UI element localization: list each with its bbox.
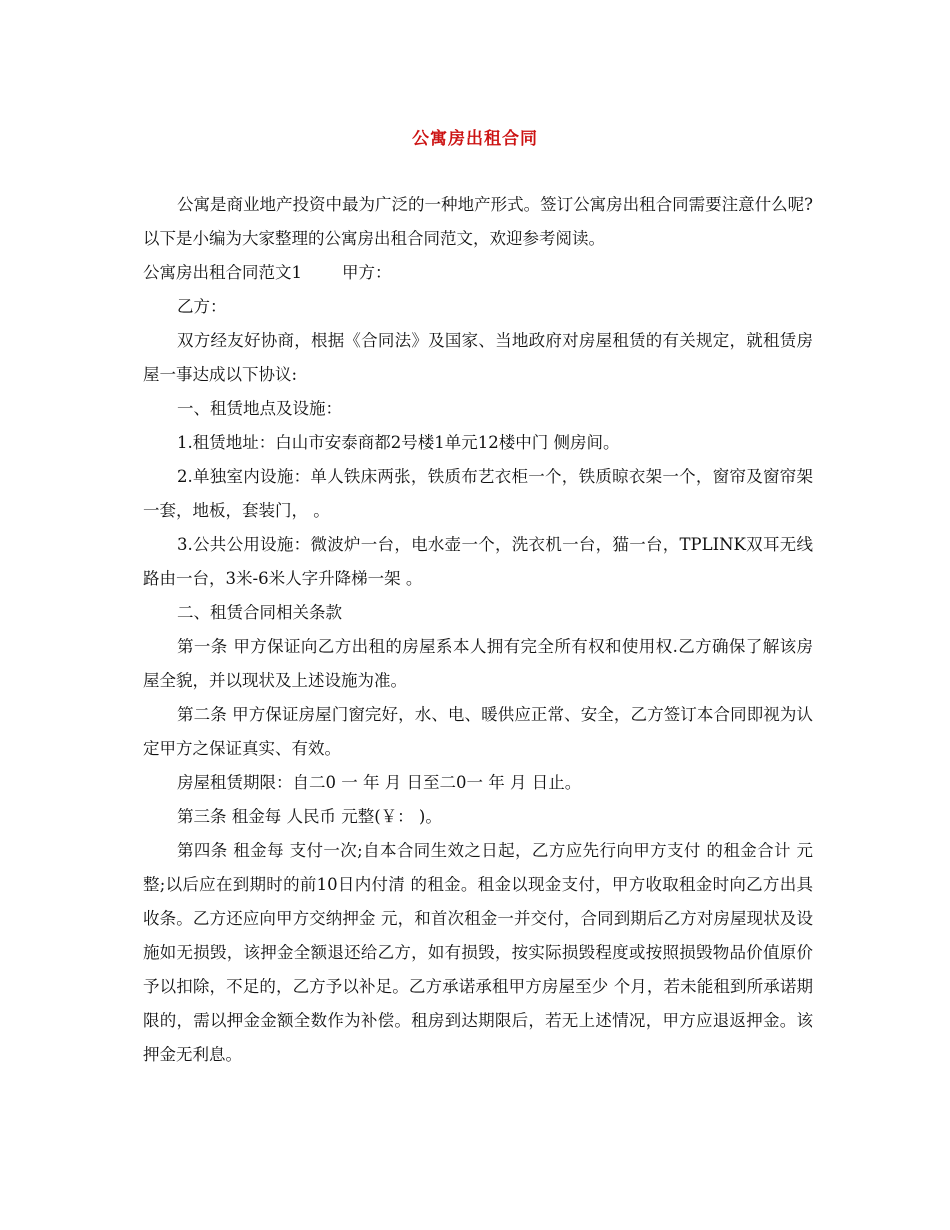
list-item-indoor-facilities: 2.单独室内设施：单人铁床两张，铁质布艺衣柜一个，铁质晾衣架一个，窗帘及窗帘架一套，地板，套装门， 。 bbox=[143, 467, 813, 520]
party-a-label: 甲方： bbox=[342, 263, 392, 282]
sample-heading-line bbox=[143, 256, 813, 290]
preamble-paragraph: 双方经友好协商，根据《合同法》及国家、当地政府对房屋租赁的有关规定，就租赁房屋一事达成以下协议: bbox=[143, 331, 813, 384]
section-heading-1: 一、租赁地点及设施： bbox=[177, 399, 342, 418]
party-b-label: 乙方： bbox=[177, 297, 227, 316]
document-title: 公寓房出租合同 bbox=[412, 129, 538, 149]
lease-term: 房屋租赁期限：自二0 一 年 月 日至二0一 年 月 日止。 bbox=[177, 773, 582, 792]
article-4: 第四条 租金每 支付一次;自本合同生效之日起，乙方应先行向甲方支付 的租金合计 元整;以后应在到期时的前10日内付清 的租金。租金以现金支付，甲方收取租金时向乙方出具收条。乙方还应向甲方交纳押金 元，和首次租金一并交付，合同到期后乙方对房屋现状及设施如无损毁，该押金全额退还给乙方，如有损毁，按实际损毁程度或按照损毁物品价值原价予以扣除，不足的，乙方予以补足。乙方承诺承租甲方房屋至少 个月，若未能租到所承诺期限的，需以押金金额全数作为补偿。租房到达期限后，若无上述情况，甲方应退返押金。该押金无利息。 bbox=[143, 841, 813, 1064]
article-3: 第三条 租金每 人民币 元整(￥： )。 bbox=[177, 807, 442, 826]
article-2: 第二条 甲方保证房屋门窗完好，水、电、暖供应正常、安全，乙方签订本合同即视为认定甲方之保证真实、有效。 bbox=[143, 705, 813, 758]
list-item-public-facilities: 3.公共公用设施：微波炉一台，电水壶一个，洗衣机一台，猫一台，TPLINK双耳无线路由一台，3米-6米人字升降梯一架 。 bbox=[143, 535, 813, 588]
list-item-address: 1.租赁地址：白山市安泰商都2号楼1单元12楼中门 侧房间。 bbox=[177, 433, 620, 452]
sample-heading: 公寓房出租合同范文1 bbox=[143, 263, 302, 282]
intro-paragraph: 公寓是商业地产投资中最为广泛的一种地产形式。签订公寓房出租合同需要注意什么呢?以下是小编为大家整理的公寓房出租合同范文，欢迎参考阅读。 bbox=[143, 195, 813, 248]
article-1: 第一条 甲方保证向乙方出租的房屋系本人拥有完全所有权和使用权.乙方确保了解该房屋全貌，并以现状及上述设施为准。 bbox=[143, 637, 813, 690]
document-body bbox=[143, 188, 813, 1072]
section-heading-2: 二、租赁合同相关条款 bbox=[177, 603, 342, 622]
